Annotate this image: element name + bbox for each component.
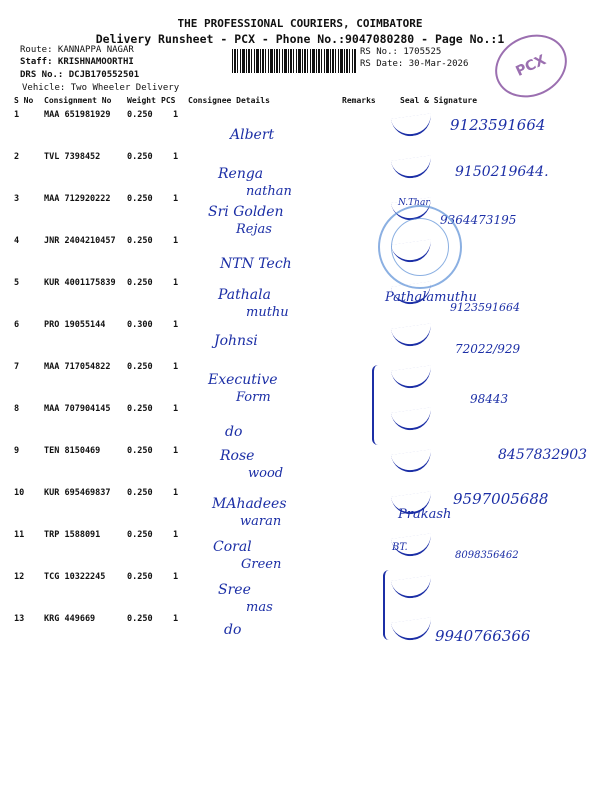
rs-date: RS Date: 30-Mar-2026 xyxy=(360,59,469,69)
col-weight: Weight xyxy=(127,96,156,105)
rs-number: RS No.: 1705525 xyxy=(360,47,442,57)
company-seal xyxy=(378,205,462,289)
consignee-name: NTN Tech xyxy=(220,256,292,272)
drs-label: DRS No.: DCJB170552501 xyxy=(20,70,140,80)
consignee-name: Renga xyxy=(218,166,264,182)
consignee-name-line2: Rejas xyxy=(236,222,272,237)
consignee-name: Sree xyxy=(218,582,251,598)
signature-phone: 8098356462 xyxy=(455,550,519,561)
consignee-name-line2: Form xyxy=(236,390,271,405)
row-sno: 2 xyxy=(14,152,20,162)
col-pcs: PCS xyxy=(161,96,176,105)
vehicle-label: Vehicle: Two Wheeler Delivery xyxy=(22,83,180,93)
signature-scribble xyxy=(391,155,433,180)
row-pcs: 1 xyxy=(173,194,179,204)
signature-phone: 72022/929 xyxy=(455,342,521,356)
row-sno: 10 xyxy=(14,488,25,498)
row-consignment-no: MAA 712920222 xyxy=(44,194,111,204)
col-details: Consignee Details xyxy=(188,96,270,105)
row-consignment-no: MAA 707904145 xyxy=(44,404,111,414)
consignee-name: Coral xyxy=(213,539,252,555)
row-pcs: 1 xyxy=(173,362,179,372)
row-sno: 8 xyxy=(14,404,20,414)
consignee-name: Johnsi xyxy=(214,333,258,349)
row-sno: 9 xyxy=(14,446,20,456)
row-weight: 0.250 xyxy=(127,236,153,246)
col-sno: S No xyxy=(14,96,34,105)
row-pcs: 1 xyxy=(173,488,179,498)
row-consignment-no: MAA 651981929 xyxy=(44,110,111,120)
row-pcs: 1 xyxy=(173,320,179,330)
signature-bracket xyxy=(372,365,384,445)
company-title: THE PROFESSIONAL COURIERS, COIMBATORE xyxy=(177,17,423,30)
staff-label: Staff: KRISHNAMOORTHI xyxy=(20,57,134,67)
row-weight: 0.250 xyxy=(127,530,153,540)
row-consignment-no: PRO 19055144 xyxy=(44,320,106,330)
consignee-name: Rose xyxy=(220,448,255,464)
consignee-name-line2: wood xyxy=(248,466,284,481)
row-sno: 13 xyxy=(14,614,25,624)
signature-scribble xyxy=(391,407,433,432)
consignee-name-line2: Green xyxy=(241,557,282,572)
barcode-image xyxy=(232,49,356,73)
signature-phone: 9364473195 xyxy=(440,213,517,227)
row-consignment-no: TRP 1588091 xyxy=(44,530,101,540)
consignee-name-line2: muthu xyxy=(246,305,289,320)
row-pcs: 1 xyxy=(173,278,179,288)
row-weight: 0.250 xyxy=(127,194,153,204)
row-weight: 0.250 xyxy=(127,614,153,624)
signature-scribble xyxy=(391,323,433,348)
signature-scribble xyxy=(391,113,433,138)
signature-name: Prakash xyxy=(398,507,452,522)
pcx-stamp: PCX xyxy=(485,23,577,109)
row-weight: 0.250 xyxy=(127,278,153,288)
signature-initials: N.Thar xyxy=(398,198,430,208)
row-sno: 6 xyxy=(14,320,20,330)
signature-phone: 9940766366 xyxy=(435,627,531,645)
row-sno: 11 xyxy=(14,530,25,540)
row-pcs: 1 xyxy=(173,404,179,414)
signature-phone: 9597005688 xyxy=(453,490,549,508)
consignee-name: Sri Golden xyxy=(208,204,284,220)
row-weight: 0.250 xyxy=(127,110,153,120)
signature-name: Pathalamuthu xyxy=(385,290,477,305)
col-consignment: Consignment No xyxy=(44,96,112,105)
row-pcs: 1 xyxy=(173,614,179,624)
consignee-name-line2: waran xyxy=(240,514,282,529)
signature-bracket-2 xyxy=(383,570,395,640)
consignee-name: MAhadees xyxy=(212,496,287,512)
row-consignment-no: TCG 10322245 xyxy=(44,572,106,582)
consignee-name-line2: mas xyxy=(246,600,273,615)
signature-scribble xyxy=(391,449,433,474)
consignee-name: do xyxy=(224,622,242,638)
col-remarks: Remarks xyxy=(342,96,376,105)
signature-phone: 8457832903 xyxy=(498,447,588,463)
row-weight: 0.300 xyxy=(127,320,153,330)
row-weight: 0.250 xyxy=(127,362,153,372)
row-consignment-no: KRG 449669 xyxy=(44,614,96,624)
row-weight: 0.250 xyxy=(127,152,153,162)
consignee-name: Pathala xyxy=(218,287,271,303)
signature-phone: 9123591664 xyxy=(450,116,546,134)
row-weight: 0.250 xyxy=(127,446,153,456)
consignee-name: do xyxy=(225,424,243,440)
signature-scribble xyxy=(391,617,433,642)
consignee-name: Executive xyxy=(208,372,278,388)
row-weight: 0.250 xyxy=(127,488,153,498)
consignee-name: Albert xyxy=(230,127,275,143)
row-sno: 7 xyxy=(14,362,20,372)
signature-scribble xyxy=(391,365,433,390)
row-pcs: 1 xyxy=(173,530,179,540)
row-pcs: 1 xyxy=(173,152,179,162)
row-sno: 12 xyxy=(14,572,25,582)
row-sno: 4 xyxy=(14,236,20,246)
row-weight: 0.250 xyxy=(127,572,153,582)
signature-phone: 98443 xyxy=(470,392,509,406)
consignee-name-line2: nathan xyxy=(246,184,292,199)
row-weight: 0.250 xyxy=(127,404,153,414)
row-consignment-no: MAA 717054822 xyxy=(44,362,111,372)
row-pcs: 1 xyxy=(173,572,179,582)
row-sno: 5 xyxy=(14,278,20,288)
row-pcs: 1 xyxy=(173,110,179,120)
signature-phone: 9150219644. xyxy=(455,164,549,180)
row-pcs: 1 xyxy=(173,446,179,456)
signature-scribble xyxy=(391,575,433,600)
route-label: Route: KANNAPPA NAGAR xyxy=(20,45,134,55)
row-consignment-no: TVL 7398452 xyxy=(44,152,101,162)
signature-phone: 9123591664 xyxy=(450,301,520,314)
signature-name: BT. xyxy=(392,542,408,553)
col-seal: Seal & Signature xyxy=(400,96,478,105)
row-sno: 1 xyxy=(14,110,20,120)
row-sno: 3 xyxy=(14,194,20,204)
row-consignment-no: KUR 695469837 xyxy=(44,488,111,498)
row-consignment-no: JNR 2404210457 xyxy=(44,236,116,246)
runsheet-title: Delivery Runsheet - PCX - Phone No.:9047080280 - Page No.:1 xyxy=(95,32,505,46)
row-pcs: 1 xyxy=(173,236,179,246)
row-consignment-no: TEN 8150469 xyxy=(44,446,101,456)
row-consignment-no: KUR 4001175839 xyxy=(44,278,116,288)
